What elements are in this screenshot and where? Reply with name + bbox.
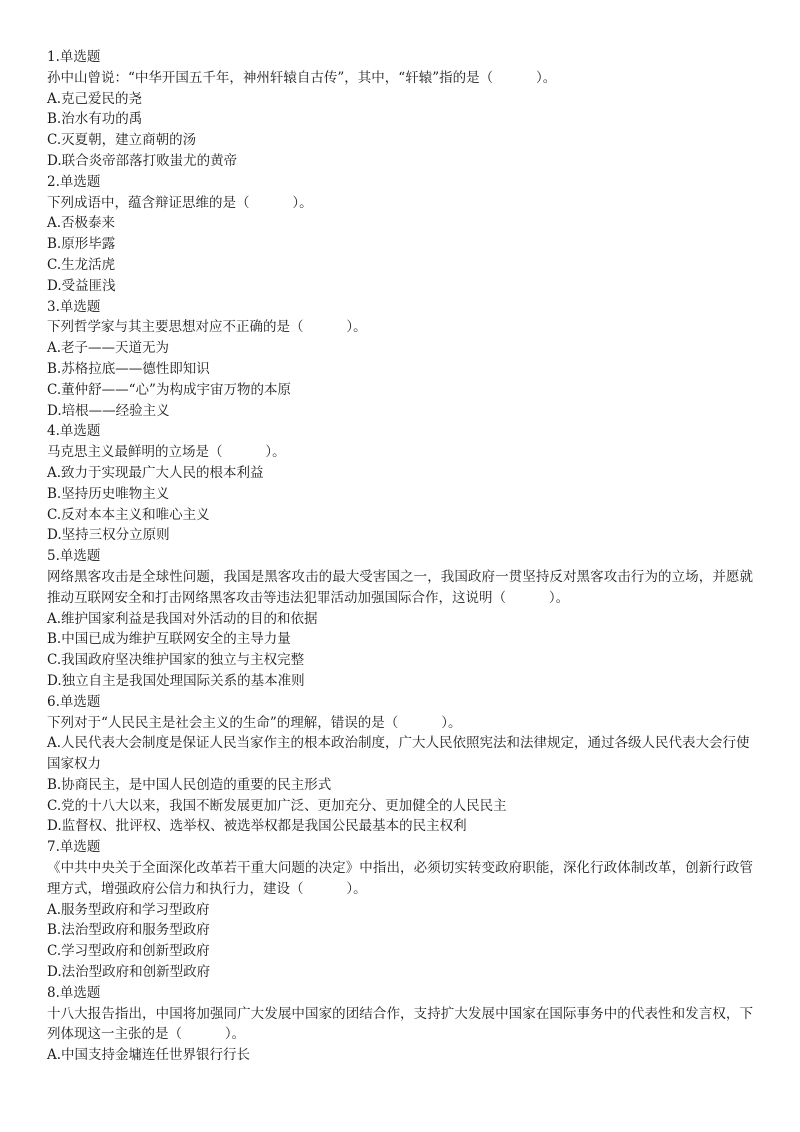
question-header: 2.单选题 [47,173,101,190]
question-stem: 十八大报告指出，中国将加强同广大发展中国家的团结合作，支持扩大发展中国家在国际事务中的代表性和发言权，下列体现这一主张的是（ ）。 [47,1005,753,1043]
question-1 [47,47,753,172]
option-b: B.中国已成为维护互联网安全的主导力量 [47,631,291,648]
question-6 [47,692,753,838]
question-3 [47,297,753,422]
question-stem: 马克思主义最鲜明的立场是（ ）。 [47,444,286,461]
option-b: B.协商民主，是中国人民创造的重要的民主形式 [47,776,332,793]
question-stem: 网络黑客攻击是全球性问题，我国是黑客攻击的最大受害国之一，我国政府一贯坚持反对黑客攻击行为的立场，并愿就推动互联网安全和打击网络黑客攻击等违法犯罪活动加强国际合作，这说明（ ）。 [47,568,753,606]
option-a: A.老子——天道无为 [47,340,170,357]
option-a: A.服务型政府和学习型政府 [47,901,210,918]
question-stem: 下列对于“人民民主是社会主义的生命”的理解，错误的是（ ）。 [47,714,462,731]
document-body [47,47,753,1066]
option-c: C.党的十八大以来，我国不断发展更加广泛、更加充分、更加健全的人民民主 [47,797,507,814]
option-b: B.苏格拉底——德性即知识 [47,360,210,377]
option-a: A.否极泰来 [47,215,116,232]
question-stem: 孙中山曾说：“中华开国五千年，神州轩辕自古传”，其中，“轩辕”指的是（ ）。 [47,69,557,86]
option-a: A.维护国家利益是我国对外活动的目的和依据 [47,610,318,627]
option-d: D.法治型政府和创新型政府 [47,964,211,981]
option-d: D.培根——经验主义 [47,402,170,419]
option-d: D.坚持三权分立原则 [47,527,170,544]
option-c: C.反对本本主义和唯心主义 [47,506,210,523]
question-stem: 《中共中央关于全面深化改革若干重大问题的决定》中指出，必须切实转变政府职能，深化行政体制改革，创新行政管理方式，增强政府公信力和执行力，建设（ ）。 [47,860,753,897]
question-header: 8.单选题 [47,984,101,1001]
option-b: B.坚持历史唯物主义 [47,485,170,502]
question-4 [47,421,753,546]
option-b: B.治水有功的禹 [47,111,143,128]
question-stem: 下列成语中，蕴含辩证思维的是（ ）。 [47,194,313,211]
option-a: A.人民代表大会制度是保证人民当家作主的根本政治制度，广大人民依照宪法和法律规定，通过各级人民代表大会行使国家权力 [47,735,750,773]
question-header: 4.单选题 [47,423,101,440]
option-d: D.联合炎帝部落打败蚩尤的黄帝 [47,152,238,169]
option-a: A.中国支持金墉连任世界银行行长 [47,1047,251,1064]
question-2 [47,172,753,297]
question-5 [47,546,753,692]
question-header: 5.单选题 [47,548,101,565]
question-8 [47,983,753,1066]
option-c: C.我国政府坚决维护国家的独立与主权完整 [47,652,305,669]
option-c: C.灭夏朝，建立商朝的汤 [47,132,197,149]
question-header: 3.单选题 [47,298,101,315]
question-7 [47,837,753,983]
option-a: A.克己爱民的尧 [47,90,143,107]
option-b: B.法治型政府和服务型政府 [47,922,210,939]
option-d: D.独立自主是我国处理国际关系的基本准则 [47,672,305,689]
option-b: B.原形毕露 [47,236,116,253]
question-stem: 下列哲学家与其主要思想对应不正确的是（ ）。 [47,319,367,336]
option-c: C.董仲舒——“心”为构成宇宙万物的本原 [47,381,291,398]
question-header: 7.单选题 [47,839,101,856]
option-c: C.生龙活虎 [47,256,116,273]
option-d: D.监督权、批评权、选举权、被选举权都是我国公民最基本的民主权利 [47,818,467,835]
option-a: A.致力于实现最广大人民的根本利益 [47,464,264,481]
option-d: D.受益匪浅 [47,277,116,294]
option-c: C.学习型政府和创新型政府 [47,943,210,960]
question-header: 6.单选题 [47,693,101,710]
question-header: 1.单选题 [47,49,101,65]
